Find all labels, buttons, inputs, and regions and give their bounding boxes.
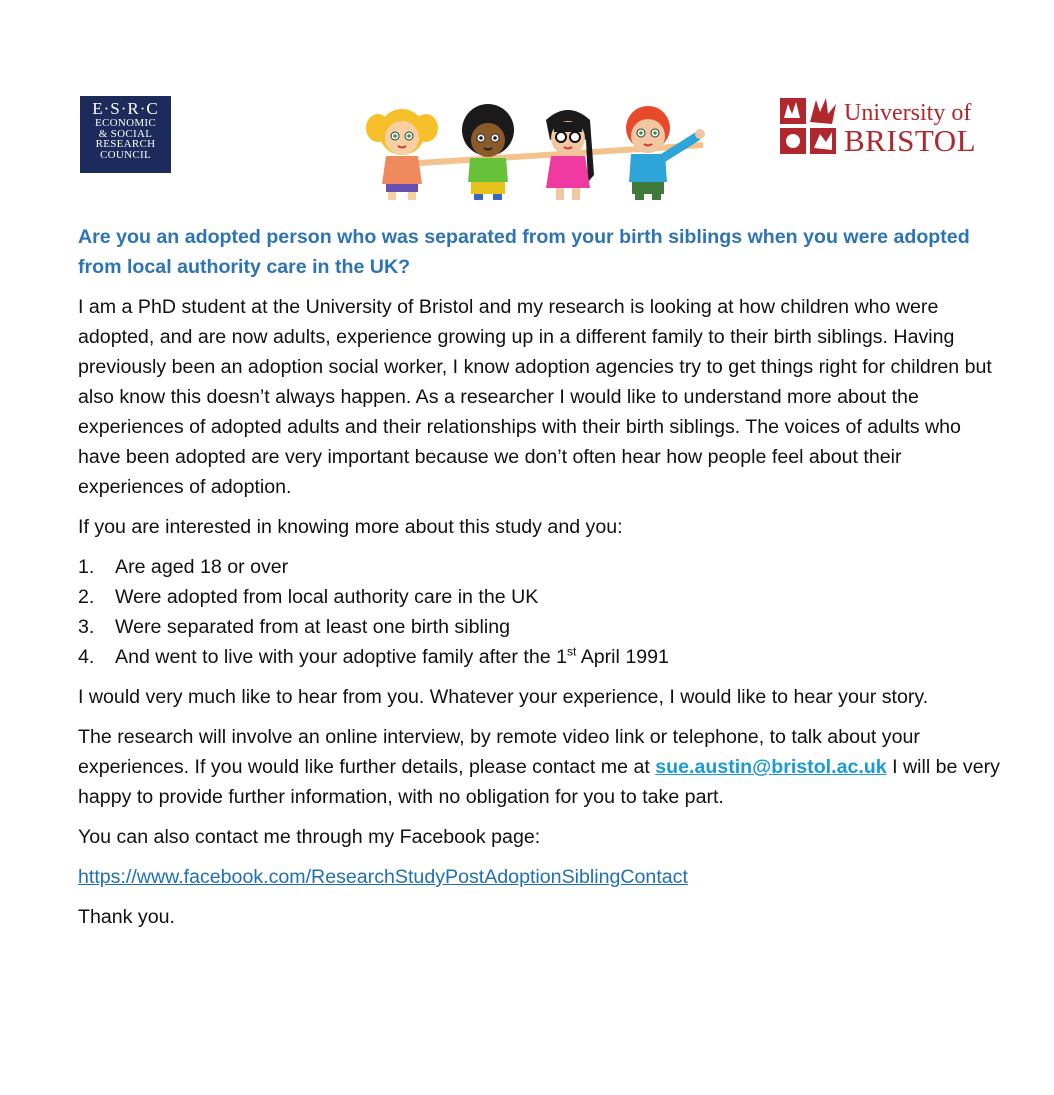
header xyxy=(0,0,1054,210)
list-item xyxy=(78,612,1008,642)
research-text-after: I will be very happy to provide further information, with no obligation for you to take part. xyxy=(78,756,1000,808)
facebook-intro: You can also contact me through my Facebook page: xyxy=(78,826,541,848)
flyer-heading: Are you an adopted person who was separated from your birth siblings when you were adopted from local authority care in the UK? xyxy=(78,226,970,278)
list-item xyxy=(78,552,1008,582)
criteria-list xyxy=(78,552,1008,672)
list-number: 1. xyxy=(78,556,95,578)
esrc-logo-line: E·S·R·C xyxy=(92,99,159,118)
esrc-logo-line: ECONOMIC xyxy=(94,117,157,129)
list-number: 2. xyxy=(78,586,95,608)
esrc-logo xyxy=(80,96,171,173)
research-text: The research will involve an online interview, by remote video link or telephone, to talk about your experiences. If you would like further details, please contact me at xyxy=(78,726,920,778)
child-curly-figure xyxy=(462,104,514,200)
list-item-text xyxy=(115,642,669,672)
list-item-text-part: April 1991 xyxy=(576,646,669,668)
list-item xyxy=(78,642,1008,672)
intro-paragraph: I am a PhD student at the University of Bristol and my research is looking at how children who were adopted, and are now adults, experience growing up in a different family to their birth siblings. Having previously been an adoption social worker, I know adoption agencies try to get things right for children but also know this doesn’t always happen. As a researcher I would like to understand more about the experiences of adopted adults and their relationships with their birth siblings. The voices of adults who have been adopted are very important because we don’t often hear how people feel about their experiences of adoption. xyxy=(78,296,992,498)
uob-line1: University of xyxy=(844,100,972,126)
research-paragraph xyxy=(78,722,1008,812)
email-link[interactable]: sue.austin@bristol.ac.uk xyxy=(655,756,887,778)
child-redhair-figure xyxy=(626,106,705,200)
list-item-text-part: And went to live with your adoptive family after the 1 xyxy=(115,646,567,668)
thanks-text: Thank you. xyxy=(78,906,175,928)
list-number: 4. xyxy=(78,646,95,668)
bristol-crest-icon xyxy=(778,96,838,156)
facebook-link[interactable]: https://www.facebook.com/ResearchStudyPostAdoptionSiblingContact xyxy=(78,866,688,888)
university-of-bristol-logo xyxy=(778,96,988,158)
hear-from-you-paragraph: I would very much like to hear from you. Whatever your experience, I would like to hear your story. xyxy=(78,686,929,708)
children-illustration xyxy=(358,100,708,200)
esrc-logo-line: RESEARCH xyxy=(95,138,156,150)
uob-wordmark xyxy=(844,100,976,156)
list-item-text: Were separated from at least one birth sibling xyxy=(115,616,510,638)
list-number: 3. xyxy=(78,616,95,638)
list-item xyxy=(78,582,1008,612)
flyer-content xyxy=(78,222,1008,942)
esrc-logo-line: & SOCIAL xyxy=(98,127,153,140)
list-item-text: Are aged 18 or over xyxy=(115,556,289,578)
facebook-link-paragraph xyxy=(78,862,1008,892)
uob-line2: BRISTOL xyxy=(844,123,977,158)
child-blonde-figure xyxy=(366,109,438,200)
esrc-logo-line: COUNCIL xyxy=(100,148,151,161)
criteria-intro: If you are interested in knowing more about this study and you: xyxy=(78,516,623,538)
ordinal-suffix: st xyxy=(566,644,577,659)
list-item-text: Were adopted from local authority care in the UK xyxy=(115,586,539,608)
